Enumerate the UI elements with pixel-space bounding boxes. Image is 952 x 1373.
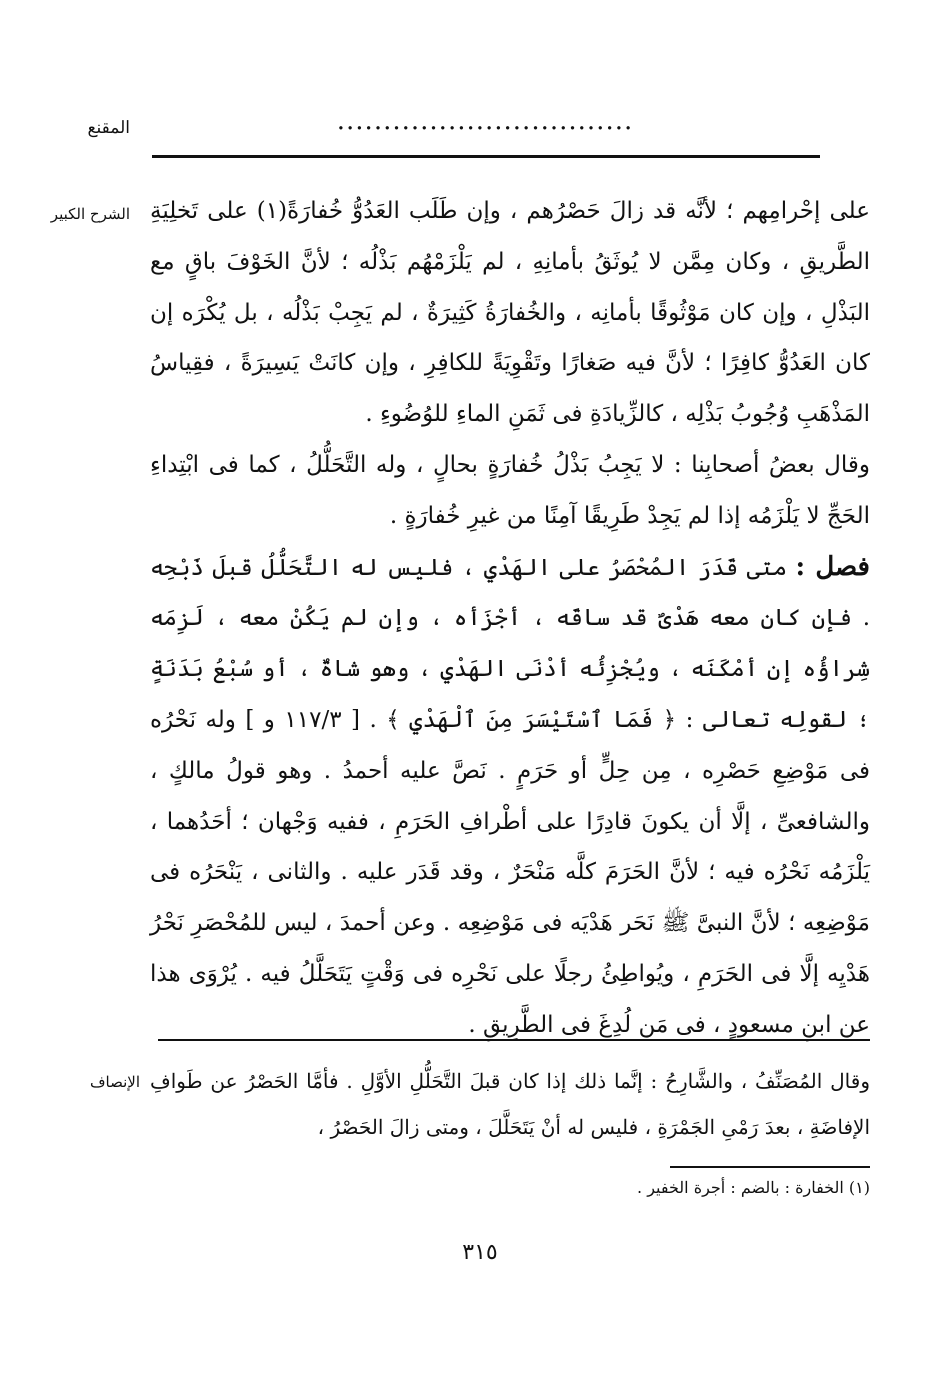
fasl-heading: فصل : <box>795 551 870 582</box>
section-divider <box>158 1039 870 1041</box>
paragraph-3-body: متى قَدَرَ المُحْصَرُ على الهَدْيِ ، فليس له التَّحَلُّلُ قبلَ ذَبْحِه . فإن كان معه هَدْىٌ قد ساقَه ، أجْزَأه ، وإن لم يَكُنْ معه ، لَزِمَه شِراؤُه إن أمْكَنَه ، ويُجْزِئُه أدْنَى الهَدْيِ ، وهو شاةٌ ، أو سُبْعُ بَدَنَةٍ ؛ لقولِه تعالى : ﴿ فَمَا ٱسْتَيْسَرَ مِنَ ٱلْهَدْيِ ﴾ . [ ١١٧/٣ و ] وله نَحْرُه فى مَوْضِعِ حَصْرِه ، مِن حِلٍّ أو حَرَمٍ . نَصَّ عليه أحمدُ . وهو قولُ مالكٍ ، والشافعىِّ ، إلَّا أن يكونَ قادِرًا على أطْرافِ الحَرَمِ ، ففيه وَجْهان ؛ أحَدُهما ، يَلْزَمُه نَحْرُه فيه ؛ لأنَّ الحَرَمَ كلَّه مَنْحَرٌ ، وقد قَدَر عليه . والثانى ، يَنْحَرُه فى مَوْضِعِه ؛ لأنَّ النبىَّ ﷺ نَحَر هَدْيَه فى مَوْضِعِه . وعن أحمدَ ، ليس للمُحْصَرِ نَحْرُ هَدْيِه إلَّا فى الحَرَمِ ، ويُواطِئُ رجلًا على نَحْرِه فى وَقْتٍ يَتَحَلَّلُ فيه . يُرْوَى هذا عن ابنِ مسعودٍ ، فى مَن لُدِغَ فى الطَّرِيقِ . <box>150 554 870 1038</box>
header-rule <box>152 155 820 158</box>
side-label-insaf: الإنصاف <box>89 1073 140 1091</box>
paragraph-2: وقال بعضُ أصحابِنا : لا يَجِبُ بَذْلُ خُفارَةٍ بحالٍ ، وله التَّحَلُّلُ ، كما فى ابْتِداءِ الحَجِّ لا يَلْزَمُه إذا لم يَجِدْ طَرِيقًا آمِنًا من غيرِ خُفارَةٍ . <box>150 451 870 529</box>
footnote: (١) الخفارة : بالضم : أجرة الخفير . <box>637 1178 870 1197</box>
paragraph-3 <box>150 542 870 1051</box>
insaf-text <box>150 1058 870 1150</box>
paragraph-1: على إحْرامِهم ؛ لأنَّه قد زالَ حَصْرُهم ، وإن طَلَب العَدُوُّ خُفارَةً(١) على تَخلِيَةِ الطَّريقِ ، وكان مِمَّن لا يُوثَقُ بأمانِهِ ، لم يَلْزَمْهُم بَذْلُه ؛ لأنَّ الخَوْفَ باقٍ مع البَذْلِ ، وإن كان مَوْثُوقًا بأمانِه ، والخُفارَةُ كَثِيرَةٌ ، لم يَجِبْ بَذْلُه ، بل يُكْرَه إن كان العَدُوُّ كافِرًا ؛ لأنَّ فيه صَغارًا وتَقْوِيَةً للكافِرِ ، وإن كانَتْ يَسِيرَةً ، فقِياسُ المَذْهَبِ وُجُوبُ بَذْلِه ، كالزِّيادَةِ فى ثَمَنِ الماءِ للوُضُوءِ . <box>150 198 870 428</box>
insaf-paragraph: وقال المُصَنِّفُ ، والشَّارِحُ : إنَّما ذلك إذا كان قبلَ التَّحَلُّلِ الأوَّلِ . فأمَّا الحَصْرُ عن طَوافِ الإفاضَةِ ، بعدَ رَمْىِ الجَمْرَةِ ، فليس له أنْ يَتَحَلَّلَ ، ومتى زالَ الحَصْرُ ، <box>150 1069 870 1139</box>
footnote-rule <box>670 1166 870 1168</box>
main-commentary-text <box>150 186 870 1051</box>
page-number: ٣١٥ <box>462 1240 498 1265</box>
side-label-sharh: الشرح الكبير <box>50 205 130 223</box>
header-dot-leader: ................................ <box>336 108 634 134</box>
book-title-header: المقنع <box>87 118 130 138</box>
